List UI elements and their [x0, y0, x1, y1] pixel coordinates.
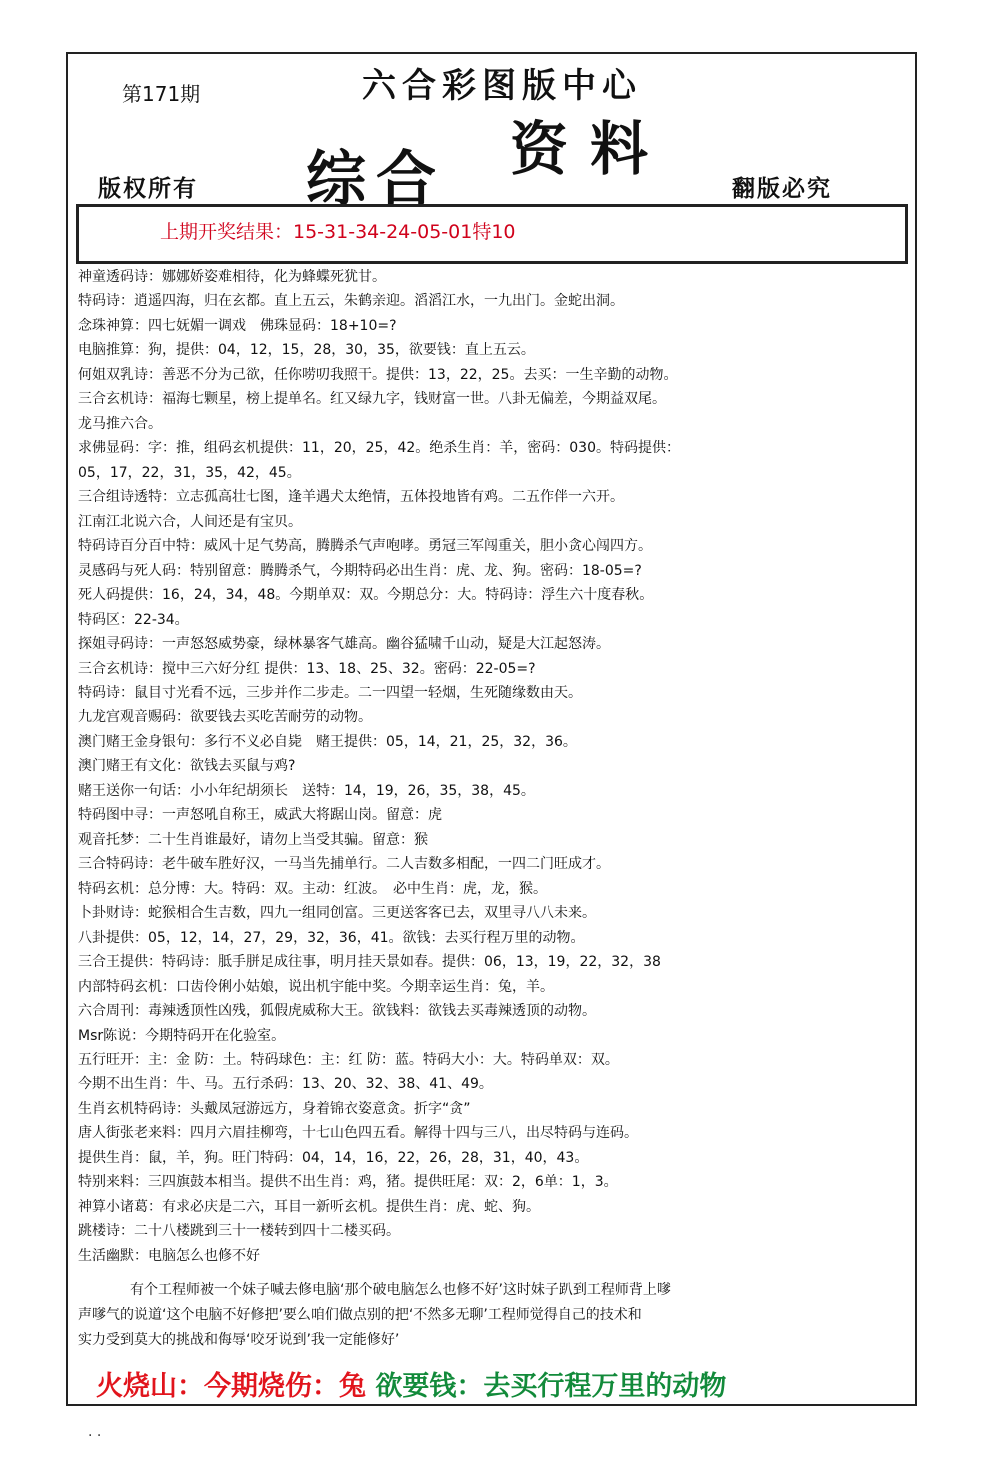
story-line: 有个工程师被一个妹子喊去修电脑‘那个破电脑怎么也修不好’这时妹子趴到工程师背上嗲: [130, 1282, 671, 1298]
footer-green-text: 欲要钱：去买行程万里的动物: [375, 1371, 727, 1402]
content-line: 提供生肖：鼠，羊，狗。旺门特码：04，14，16，22，26，28，31，40，43。: [78, 1149, 589, 1166]
last-result: 上期开奖结果：15-31-34-24-05-01特10: [160, 221, 516, 243]
big-title-zi-liao: 资料: [510, 115, 671, 183]
content-line: 今期不出生肖：牛、马。五行杀码：13、20、32、38、41、49。: [78, 1076, 493, 1093]
content-line: 05，17，22，31，35，42，45。: [78, 464, 301, 481]
content-line: 特别来料：三四旗鼓本相当。提供不出生肖：鸡，猪。提供旺尾：双：2，6单：1，3。: [78, 1174, 618, 1191]
content-line: 念珠神算：四七妩媚一调戏 佛珠显码：18+10=?: [78, 317, 397, 334]
footer-banner: [96, 1364, 726, 1403]
content-line: 何姐双乳诗：善恶不分为己欲，任你唠叨我照干。提供：13，22，25。去买：一生辛勤的动物。: [78, 366, 678, 383]
content-line: 六合周刊：毒辣透顶性凶残，狐假虎威称大王。欲钱料：欲钱去买毒辣透顶的动物。: [78, 1003, 596, 1020]
story-line: 实力受到莫大的挑战和侮辱‘咬牙说到’我一定能修好’: [78, 1332, 400, 1348]
content-line: 生肖玄机特码诗：头戴凤冠游远方，身着锦衣姿意贪。折字“贪”: [78, 1100, 471, 1117]
content-line: 澳门赌王有文化：欲钱去买鼠与鸡?: [78, 758, 296, 775]
story-line: 声嗲气的说道‘这个电脑不好修把’要么咱们做点别的把‘不然多无聊’工程师觉得自己的技术和: [78, 1307, 642, 1323]
copyright-tag: 版权所有: [98, 176, 198, 202]
humor-story: [78, 1278, 898, 1353]
content-line: 江南江北说六合，人间还是有宝贝。: [78, 513, 302, 530]
content-line: 灵感码与死人码：特别留意：腾腾杀气，今期特码必出生肖：虎、龙、狗。密码：18-05=?: [78, 562, 642, 579]
brand-title: 六合彩图版中心: [362, 66, 642, 106]
content-line: 澳门赌王金身银句：多行不义必自毙 赌王提供：05，14，21，25，32，36。: [78, 733, 577, 750]
content-line: 内部特码玄机：口齿伶俐小姑娘，说出机宇能中奖。今期幸运生肖：兔，羊。: [78, 978, 554, 995]
content-line: 九龙宫观音赐码：欲要钱去买吃苦耐劳的动物。: [78, 709, 372, 726]
content-line: 三合玄机诗：福海七颗星，榜上提单名。红又绿九字，钱财富一世。八卦无偏差，今期益双尾。: [78, 391, 666, 408]
content-line: 生活幽默：电脑怎么也修不好: [78, 1247, 260, 1264]
content-line: 赌王送你一句话：小小年纪胡须长 送特：14，19，26，35，38，45。: [78, 782, 535, 799]
content-line: 特码诗：逍遥四海，归在玄都。直上五云，朱鹤亲迎。滔滔江水，一九出门。金蛇出洞。: [78, 293, 624, 310]
content-line: 特码图中寻：一声怒吼自称王，威武大将踞山岗。留意：虎: [78, 807, 442, 824]
issue-number: 第171期: [122, 82, 201, 106]
content-line: 特码区：22-34。: [78, 611, 189, 628]
content-line: 三合王提供：特码诗：胝手胼足成往事，明月挂天景如春。提供：06，13，19，22，32，38: [78, 954, 661, 971]
content-line: 死人码提供：16，24，34，48。今期单双：双。今期总分：大。特码诗：浮生六十度春秋。: [78, 587, 654, 604]
content-line: 唐人街张老来料：四月六眉挂柳弯，十七山色四五看。解得十四与三八，出尽特码与连码。: [78, 1125, 638, 1142]
content-line: 观音托梦：二十生肖谁最好，请勿上当受其骗。留意：猴: [78, 831, 428, 848]
content-line: 五行旺开：主：金 防：土。特码球色：主：红 防：蓝。特码大小：大。特码单双：双。: [78, 1052, 619, 1068]
content-line: 特码玄机：总分博：大。特码：双。主动：红波。 必中生肖：虎，龙，猴。: [78, 880, 547, 897]
big-title-zong-he: 综合: [306, 145, 446, 215]
bottom-dots: . .: [88, 1424, 102, 1440]
footer-red-text: 火烧山：今期烧伤：兔: [96, 1371, 366, 1402]
content-line: 特码诗百分百中特：威风十足气势高，腾腾杀气声咆哮。勇冠三军闯重关，胆小贪心闯四方。: [78, 538, 652, 555]
content-line: 探姐寻码诗：一声怒怒威势豪，绿林暴客气雄高。幽谷猛啸千山动，疑是大江起怒涛。: [78, 636, 610, 653]
content-line: 三合玄机诗：搅中三六好分红 提供：13、18、25、32。密码：22-05=?: [78, 660, 536, 677]
piracy-tag: 翻版必究: [732, 176, 832, 202]
content-line: 神算小诸葛：有求必庆是二六，耳目一新听玄机。提供生肖：虎、蛇、狗。: [78, 1198, 540, 1215]
content-line: 跳楼诗：二十八楼跳到三十一楼转到四十二楼买码。: [78, 1223, 400, 1240]
content-line: 特码诗：鼠目寸光看不远，三步并作二步走。二一四望一轻烟，生死随缘数由天。: [78, 684, 582, 701]
content-line: Msr陈说：今期特码开在化验室。: [78, 1027, 286, 1044]
content-line: 卜卦财诗：蛇猴相合生吉数，四九一组同创富。三更送客客已去，双里寻八八未来。: [78, 905, 596, 922]
content-lines: [78, 265, 910, 1268]
content-line: 电脑推算：狗，提供：04，12，15，28，30，35，欲要钱：直上五云。: [78, 342, 535, 359]
content-line: 神童透码诗：娜娜娇姿难相待，化为蜂蝶死犹甘。: [78, 269, 386, 285]
content-line: 龙马推六合。: [78, 415, 162, 432]
content-line: 三合特码诗：老牛破车胜好汉，一马当先捕单行。二人吉数多相配，一四二门旺成才。: [78, 856, 610, 873]
content-line: 求佛显码：字：推，组码玄机提供：11，20，25，42。绝杀生肖：羊，密码：030。特码提供：: [78, 440, 680, 457]
content-line: 八卦提供：05，12，14，27，29，32，36，41。欲钱：去买行程万里的动物。: [78, 929, 585, 946]
content-line: 三合组诗透特：立志孤高壮七图，逢羊遇犬太绝情，五体投地皆有鸡。二五作伴一六开。: [78, 489, 624, 506]
